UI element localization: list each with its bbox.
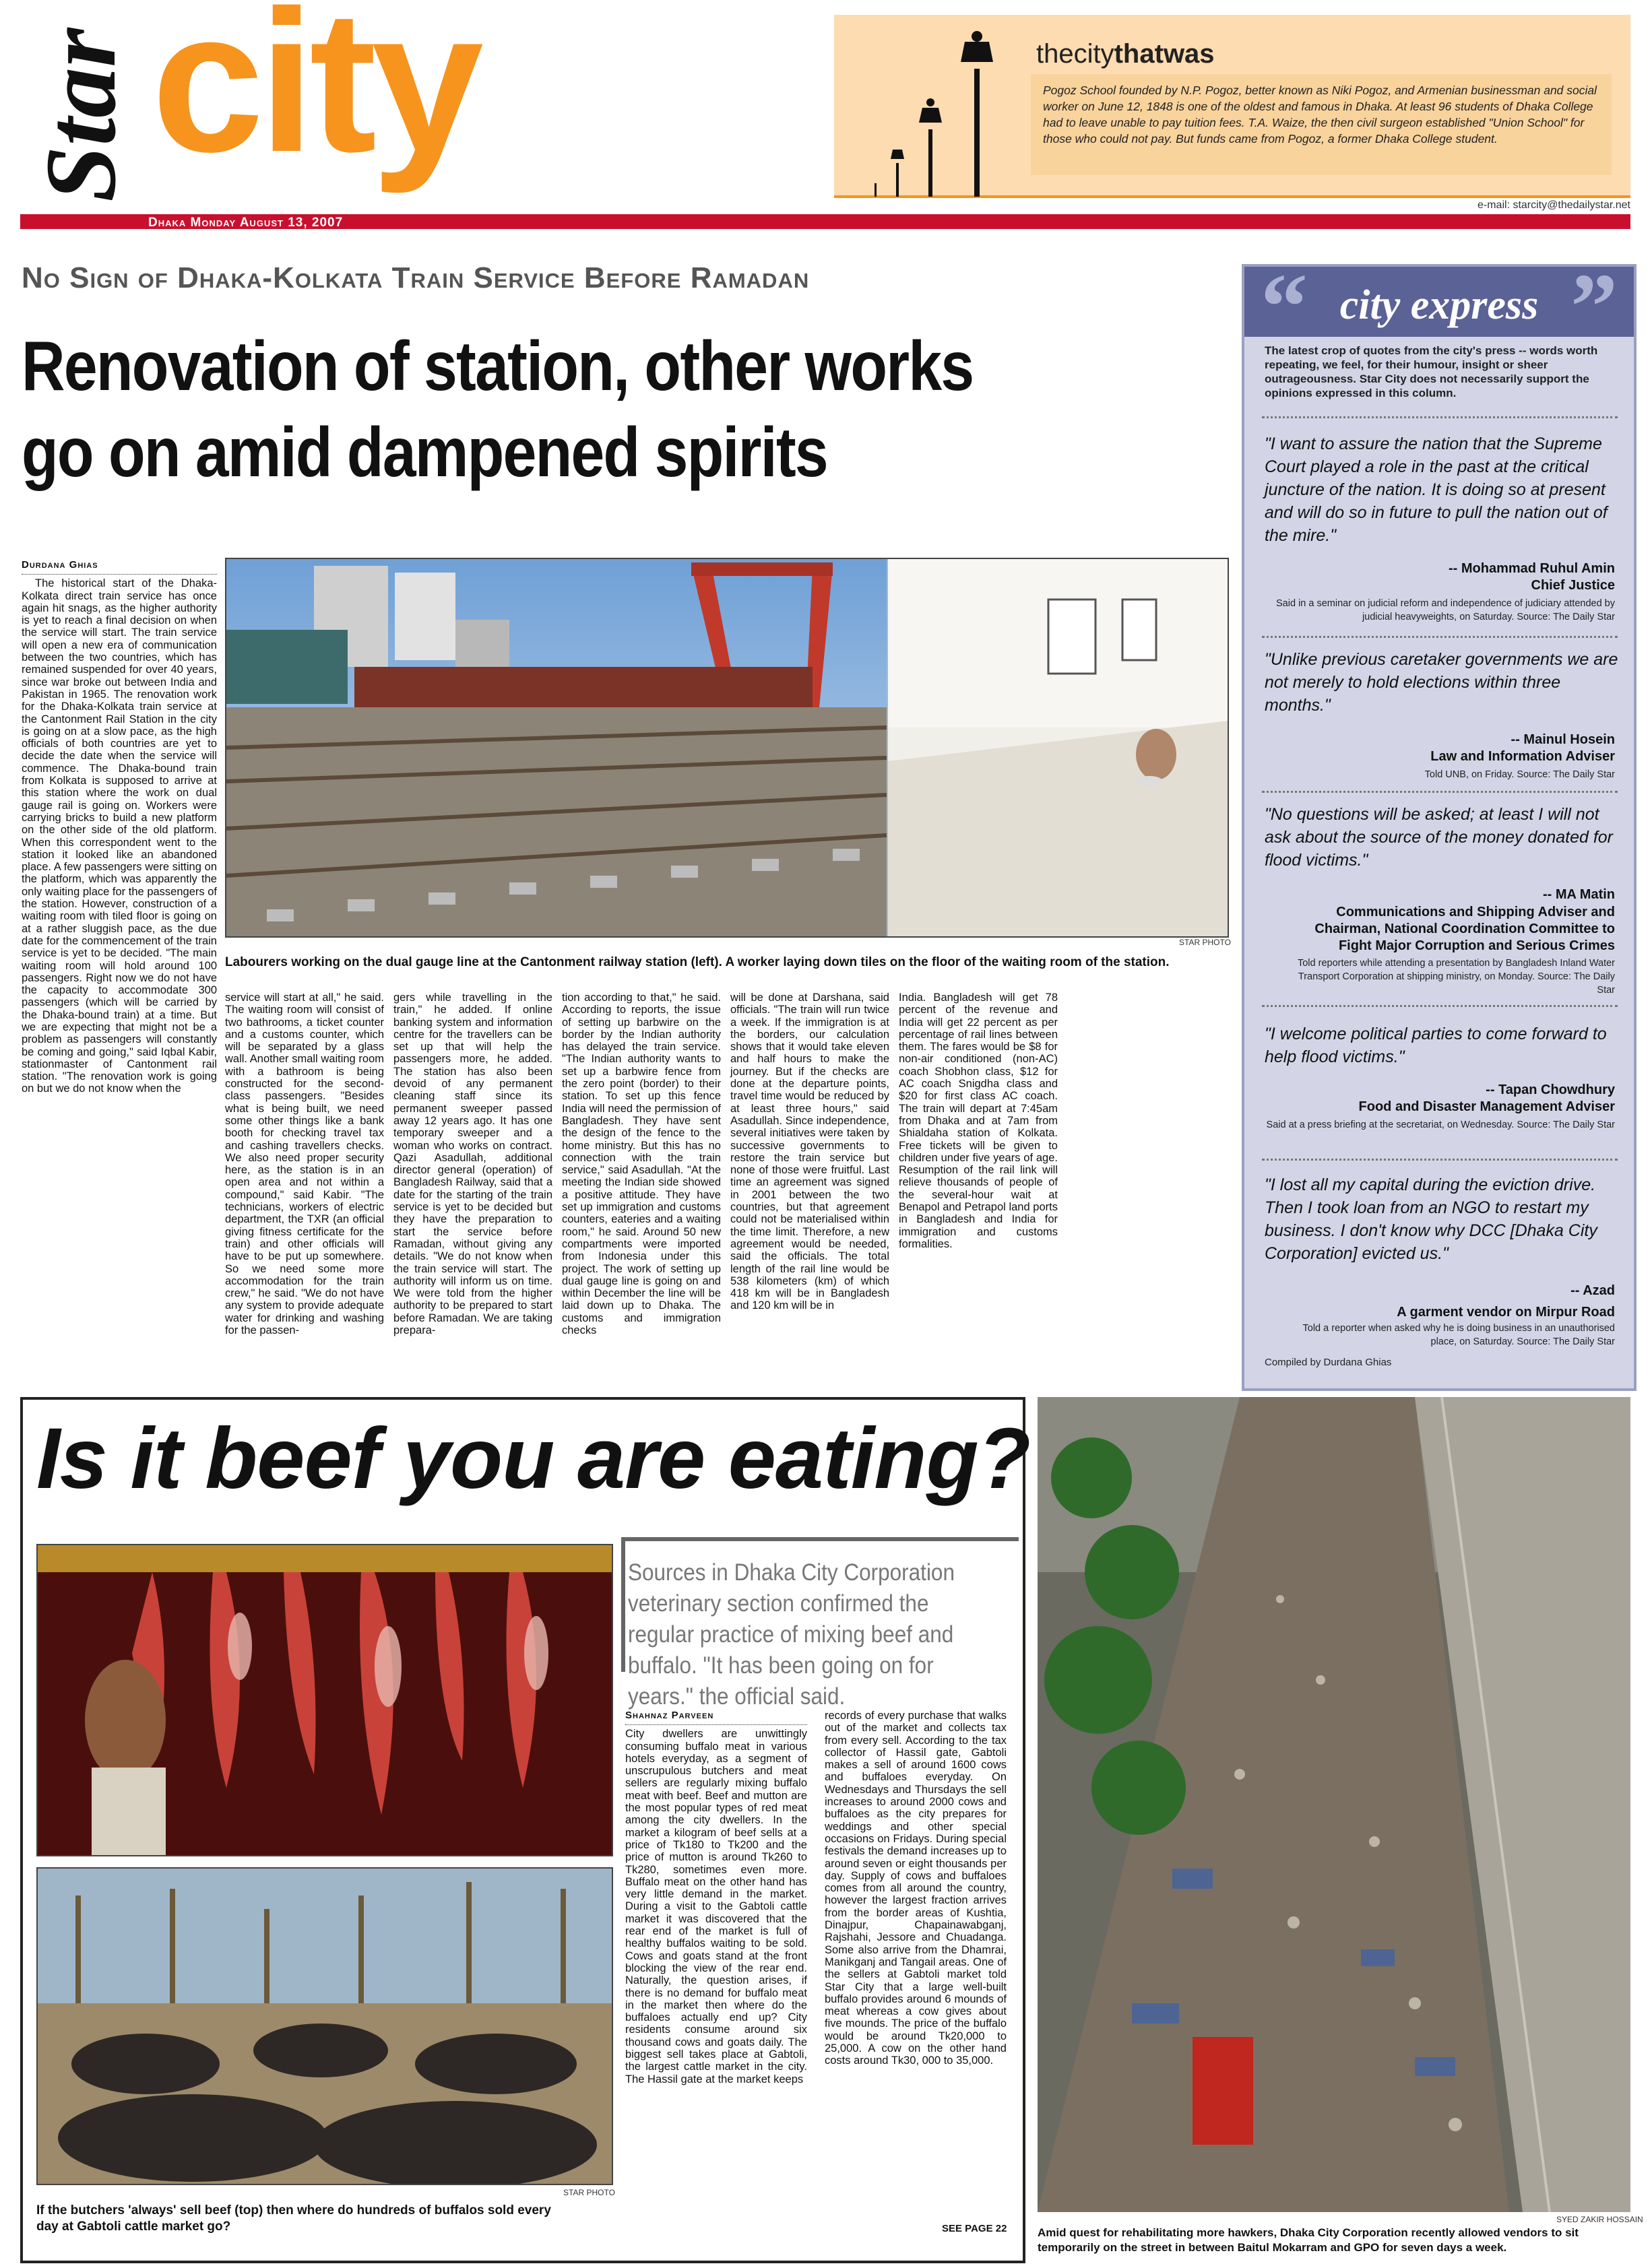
divider [1262,1159,1618,1161]
quote-text: "Unlike previous caretaker governments we are not merely to hold elections within three months." [1265,650,1618,715]
quote-source: Said in a seminar on judicial reform and independence of judiciary attended by judicial heavyweights, on Saturday. Source: The Daily Star [1276,598,1615,622]
beef-headline: Is it beef you are eating? [36,1411,1030,1507]
city-that-was-title: thecitythatwas [1036,39,1215,69]
buffalo-photo [36,1867,613,2185]
street-market-illustration [1038,1397,1630,2212]
quote-author-title: Food and Disaster Management Adviser [1358,1099,1615,1114]
street-market-photo [1038,1397,1630,2212]
city-express-header [1244,255,1634,359]
lead-col1-text: The historical start of the Dhaka-Kolkata direct train service has once again hit snags, as the higher authority is yet to reach a final decision on when the service will start. The train service will open a new era of communication between the two countries, which has remained suspended for over 40 years, since war broke out between India and Pakistan in 1965. The renovation work for the Dhaka-Kolkata train service at the Cantonment Rail Station in the city is going on at a slow pace, as the high officials of both countries are yet to decide the date when the service will commence. The Dhaka-bound train from Kolkata is supposed to arrive at this station where the work on dual gauge rail is going on. Workers were carrying bricks to build a new platform on the other side of the old platform. When this correspondent went to the station it looked like an abandoned place. A few passengers were sitting on the platform, which was apparently the only waiting place for the passengers of the station. However, construction of a waiting room with tiled floor is going on at a rather sluggish pace, as the due date for the commencement of the train service is yet to be decided. "The main waiting room will hold around 100 passengers. Right now we do not have the capacity to accommodate 300 passengers (which will be carried by the Dhaka-bound train) at a time. But we are expecting that might not be a problem as passengers will constantly be coming and going," said Iqbal Kabir, stationmaster of Cantonment rail station. "The renovation work is going on but we do not know when the [22,577,217,1095]
beef-column-2 [825,1710,1007,2067]
quote-text: "I welcome political parties to come forward to help flood victims." [1265,1025,1607,1066]
buffalo-photo-credit: STAR PHOTO [563,2188,615,2197]
buffalo-photo-caption: If the butchers 'always' sell beef (top) then where do hundreds of buffalos sold every day at Gabtoli cattle market go? [36,2203,551,2234]
lead-photo-caption: Labourers working on the dual gauge line at the Cantonment railway station (left). A worker laying down tiles on the floor of the waiting room of the station. [225,955,1170,969]
pull-quote-left-rule [621,1537,625,1672]
quote-source: Told UNB, on Friday. Source: The Daily Star [1424,769,1615,780]
lead-headline: Renovation of station, other works go on amid dampened spirits [22,327,974,492]
quote-author-title: Law and Information Adviser [1430,749,1615,764]
buffalo-photo-illustration [38,1869,612,2184]
lead-col3-text: gers while travelling in the train," he added. If online banking system and information centre for the travellers can be set up that will help the passengers more, he added. The station has also been devoid of any permanent cleaning staff since its permanent sweeper passed away 12 years ago. It has one temporary sweeper and a woman who works on contract. Qazi Asadullah, additional director general (operation) of Bangladesh Railway, said that a date for the starting of the train service is yet to be decided but they have the preparation to start the service before Ramadan, without giving any details. "We do not know when the train service will start. The authority will inform us on time. We were told from the higher authority to be prepared to start before Ramadan. We are taking prepara- [393,992,552,1337]
quote-source: Said at a press briefing at the secretariat, on Wednesday. Source: The Daily Star [1266,1120,1615,1130]
lead-col4-text: tion according to that," he said. According to reports, the issue of setting up barbwire on the border by the Indian authority has delayed the train service. "The Indian authority wants to set up a barbwire fence from the zero point (border) to their station. To set up this fence India will need the permission of Bangladesh. They have sent the design of the fence to the home ministry. But this has no connection with the train service," said Asadullah. "At the meeting the Indian side showed a positive attitude. They have set up immigration and customs counters, eateries and a waiting room," he said. Around 50 new compartments were imported from Indonesia under this project. The work of setting up dual gauge line is going on and within December the line will be laid down up to Dhaka. The customs and immigration checks [562,992,721,1337]
street-photo-caption: Amid quest for rehabilitating more hawkers, Dhaka City Corporation recently allowed vendors to sit temporarily on the street in between Baitul Mokarram and GPO for seven days a week. [1038,2226,1579,2254]
lamp-post-illustration [861,28,1023,197]
butcher-photo [36,1544,613,1856]
quote-text: "No questions will be asked; at least I will not ask about the source of the money donated for flood victims." [1265,805,1614,870]
quote-text: "I lost all my capital during the eviction drive. Then I took loan from an NGO to restart my business. I don't know why DCC [Dhaka City Corporation] evicted us." [1265,1175,1597,1263]
lead-photo-credit: STAR PHOTO [1179,938,1231,947]
pull-quote-rule [621,1537,1019,1541]
railway-photos [225,558,1229,938]
divider [1262,791,1618,793]
lead-byline: Durdana Ghias [22,559,217,575]
lead-kicker: No Sign of Dhaka-Kolkata Train Service Before Ramadan [22,261,810,294]
city-express-intro: The latest crop of quotes from the city's press -- words worth repeating, we feel, for their humour, insight or sheer outrageousness. Star City does not necessarily support the opinions expressed in this column. [1265,344,1598,399]
svg-text:Star: Star [25,28,137,202]
quote-author: -- MA Matin [1542,887,1615,902]
lead-column-4 [562,992,721,1336]
city-express-box [1242,255,1637,1391]
quote-author: -- Tapan Chowdhury [1486,1082,1615,1097]
beef-pull-quote: Sources in Dhaka City Corporation veterinary section confirmed the regular practice of mixing beef and buffalo. "It has been going on for years." the official said. [628,1559,955,1710]
lead-col6-text: India. Bangladesh will get 78 percent of the revenue and India will get 22 percent as per percentage of rail lines between them. The fares would be $8 for non-air conditioned (non-AC) coach Shobhon class, $12 for AC coach Snigdha class and $20 for first class AC coach. The train will depart at 7:45am from Dhaka and at 7am from Shialdaha station of Kolkata. Free tickets will be given to children under five years of age. Resumption of the rail link will relieve thousands of people of the several-hour wait at Benapol and Petrapol land ports in Bangladesh and India for immigration and customs formalities. [899,992,1058,1250]
quote-source: Told a reporter when asked why he is doing business in an unauthorised place, on Saturday. Source: The Daily Star [1302,1323,1615,1347]
divider [1262,636,1618,638]
beef-byline: Shahnaz Parveen [625,1710,807,1725]
beef-column-1 [625,1710,807,2085]
beef-col1-text: City dwellers are unwittingly consuming buffalo meat in various hotels everyday, as a segment of unscrupulous butchers and meat sellers are regularly mixing buffalo meat with beef. Beef and mutton are the most popular types of red meat among the city dwellers. In the market a kilogram of beef sells at a price of Tk180 to Tk200 and the price of mutton is around Tk260 to Tk280, sometimes even more. Buffalo meat on the other hand has very little demand in the market. During a visit to the Gabtoli cattle market it was discovered that the rear end of the market is full of healthy buffalos waiting to be sold. Cows and goats stand at the front blocking the view of the rear end. Naturally, the question arises, if there is no demand for buffalo meat in the market then where do the buffaloes actually end up? City residents consume around six thousand cows and goats daily. The biggest sell takes place at Gabtoli, the largest cattle market in the city. The Hassil gate at the market keeps [625,1728,807,2085]
lead-col2-text: service will start at all," he said. The waiting room will consist of two bathrooms, a ticket counter and a customs counter, which will be separated by a glass wall. Another small waiting room with a bathroom is being constructed for the second-class passengers. "Besides what is being built, we need some other things like a bank booth for checking travel tax and cashing travellers checks. We also need proper security here, as the station is in an open area and not within a compound," said Kabir. "The technicians, workers of electric department, the TXR (an official giving fitness certificate for the train) and other officials will have to be put up somewhere. So we need some more accommodation for the train crew," he said. "We do not have any system to provide adequate water for drinking and washing for the passen- [225,992,384,1337]
quote-source: Told reporters while attending a presentation by Bangladesh Inland Water Transport Corporation at shipping ministry, on Monday. Source: The Daily Star [1297,958,1615,996]
lead-column-1 [22,559,217,1095]
lead-column-6 [899,992,1058,1250]
star-logo [20,20,148,222]
city-title: city [152,0,478,194]
quote-author: -- Mainul Hosein [1511,732,1615,747]
lead-col5-text: will be done at Darshana, said officials. "The train will run twice a week. If the immigration is at the borders, our calculation shows that it would take eleven and half hours to make the journey. But if the checks are done at the departure points, travel time would be reduced by at least three hours," said Asadullah. Since independence, several initiatives were taken by successive governments to restore the train service but none of those were fruitful. Last time an agreement was signed in 2001 between the two countries, but that agreement could not be materialised within the time limit. Therefore, a new agreement would be needed, said the officials. The total length of the rail line would be 538 kilometers (km) of which 418 km will be in Bangladesh and 120 km will be in [730,992,889,1312]
compiled-by: Compiled by Durdana Ghias [1265,1357,1392,1368]
lead-column-3 [393,992,552,1336]
railway-photo-illustration [226,559,1228,936]
quote-author-title: Communications and Shipping Adviser and Chairman, National Coordination Committee to Fight Major Corruption and Serious Crimes [1314,905,1615,953]
quote-author-title: Chief Justice [1531,578,1615,593]
divider [1262,416,1618,418]
quote-text: "I want to assure the nation that the Supreme Court played a role in the past at the critical juncture of the nation. It is doing so at present and will do so in future to pull the nation out of the mire." [1265,434,1608,545]
email-address[interactable]: e-mail: starcity@thedailystar.net [1478,199,1630,211]
open-quote-icon: “ [1261,255,1308,359]
dateline: Dhaka Monday August 13, 2007 [148,216,344,230]
lead-column-5 [730,992,889,1312]
butcher-photo-illustration [38,1545,612,1855]
beef-col2-text: records of every purchase that walks out of the market and collects tax from every sell. According to the tax collector of Hassil gate, Gabtoli makes a sell of around 1600 cows and buffaloes everyday. On Wednesdays and Thursdays the sell increases to around 2000 cows and buffaloes as the city prepares for weddings and other special occasions on Fridays. During special festivals the demand increases up to around seven or eight thousands per day. Supply of cows and buffaloes comes from all around the country, however the largest fraction arrives from the border areas of Kushtia, Dinajpur, Chapainawabganj, Rajshahi, Jessore and Chuadanga. Some also arrive from the Dhamrai, Manikganj and Tangail areas. One of the sellers at Gabtoli market told Star City that a large well-built buffalo provides around 6 mounds of meat whereas a cow gives about five mounds. The price of the buffalo would be around Tk20,000 to 25,000. A cow on the other hand costs around Tk30, 000 to 35,000. [825,1710,1007,2067]
see-page-link[interactable]: SEE PAGE 22 [942,2223,1007,2234]
city-that-was-text: Pogoz School founded by N.P. Pogoz, better known as Niki Pogoz, and Armenian businessman and social worker on June 12, 1848 is one of the oldest and famous in Dhaka. At least 96 students of Dhaka College had to leave unable to pay tuition fees. T.A. Waize, the then civil surgeon established "Union School" for those who could not pay. But funds came from Pogoz, a former Dhaka College student. [1043,84,1597,145]
close-quote-icon: ” [1570,255,1618,359]
city-express-title: city express [1339,282,1539,328]
divider [1262,1005,1618,1007]
city-that-was-box [834,15,1630,198]
quote-author: -- Azad [1570,1283,1615,1298]
quote-author-title: A garment vendor on Mirpur Road [1397,1305,1615,1320]
street-photo-credit: SYED ZAKIR HOSSAIN [1556,2215,1643,2224]
quote-author: -- Mohammad Ruhul Amin [1448,561,1615,576]
lead-column-2 [225,992,384,1336]
